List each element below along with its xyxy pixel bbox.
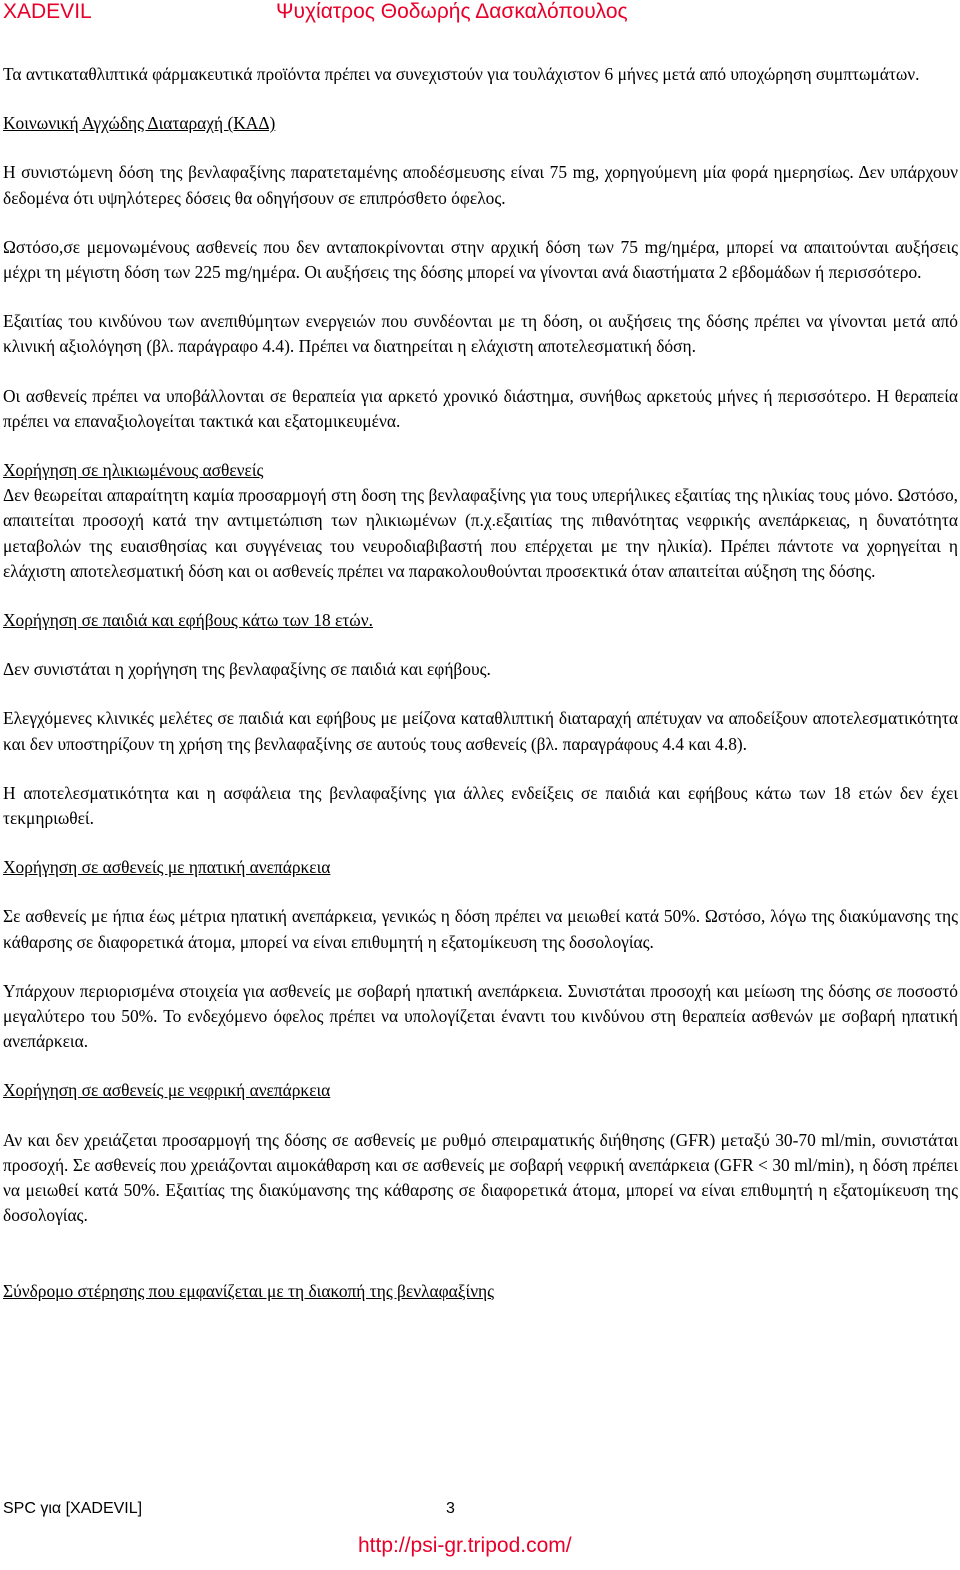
paragraph-children-not-recommended: Δεν συνιστάται η χορήγηση της βενλαφαξίνης σε παιδιά και εφήβους. (3, 659, 491, 680)
section-heading-withdrawal: Σύνδρομο στέρησης που εμφανίζεται με τη διακοπή της βενλαφαξίνης (3, 1280, 495, 1301)
paragraph-treatment-duration: Οι ασθενείς πρέπει να υποβάλλονται σε θεραπεία για αρκετό χρονικό διάστημα, συνήθως αρκετούς μήνες ή περισσότερο. Η θεραπεία πρέπει να επαναξιολογείται τακτικά και εξατομικευμένα. (3, 385, 958, 431)
section-heading-children: Χορήγηση σε παιδιά και εφήβους κάτω των 18 ετών. (3, 610, 373, 631)
paragraph-adverse-risk: Εξαιτίας του κινδύνου των ανεπιθύμητων ενεργειών που συνδέονται με τη δόση, οι αυξήσεις της δόσης πρέπει να γίνονται μετά από κλινική αξιολόγηση (βλ. παράγραφο 4.4). Πρέπει να διατηρείται η ελάχιστη αποτελεσματική δόση. (3, 311, 958, 357)
paragraph-hepatic-mild: Σε ασθενείς με ήπια έως μέτρια ηπατική ανεπάρκεια, γενικώς η δόση πρέπει να μειωθεί κατά 50%. Ωστόσο, λόγω της διακύμανσης της κάθαρσης σε διαφορετικά άτομα, μπορεί να είναι επιθυμητή η εξατομίκευση της δοσολογίας. (3, 906, 958, 952)
footer-url-link[interactable]: http://psi-gr.tripod.com/ (358, 1534, 572, 1557)
section-heading-elderly: Χορήγηση σε ηλικιωμένους ασθενείς (3, 460, 264, 481)
section-heading-social-anxiety: Κοινωνική Αγχώδης Διαταραχή (ΚΑΔ) (3, 113, 276, 134)
paragraph-children-studies: Ελεγχόμενες κλινικές μελέτες σε παιδιά και εφήβους με μείζονα καταθλιπτική διαταραχή απέτυχαν να αποδείξουν αποτελεσματικότητα και δεν υποστηρίζουν τη χρήση της βενλαφαξίνης σε αυτούς τους ασθενείς (βλ. παραγράφους 4.4 και 4.8). (3, 708, 958, 754)
footer-page-number: 3 (446, 1500, 455, 1517)
paragraph-elderly: Δεν θεωρείται απαραίτητη καμία προσαρμογή στη δοση της βενλαφαξίνης για τους υπερήλικες εξαιτίας της ηλικίας τους μόνο. Ωστόσο, απαιτείται προσοχή κατά την αντιμετώπιση των ηλικιωμένων (π.χ.εξαιτίας της πιθανότητας νεφρικής ανεπάρκειας, η δυνατότητα μεταβολών της ευαισθησίας και συγγένειας του νευροδιαβιβαστή που επέρχεται με την ηλικία). Πρέπει πάντοτε να χορηγείται η ελάχιστη αποτελεσματική δόση και οι ασθενείς πρέπει να παρακολουθούνται προσεκτικά όταν απαιτείται αύξηση της δόσης. (3, 485, 958, 581)
paragraph-dose-increase: Ωστόσο,σε μεμονωμένους ασθενείς που δεν ανταποκρίνονται στην αρχική δόση των 75 mg/ημέρα, μπορεί να απαιτούνται αυξήσεις μέχρι τη μέγιστη δόση των 225 mg/ημέρα. Οι αυξήσεις της δόσης μπορεί να γίνονται ανά διαστήματα 2 εβδομάδων ή περισσότερο. (3, 236, 958, 283)
paragraph-renal: Αν και δεν χρειάζεται προσαρμογή της δόσης σε ασθενείς με ρυθμό σπειραματικής διήθησης (GFR) μεταξύ 30-70 ml/min, συνιστάται προσοχή. Σε ασθενείς που χρειάζονται αιμοκάθαρση και σε ασθενείς με σοβαρή νεφρική ανεπάρκεια (GFR < 30 ml/min), η δόση πρέπει να μειωθεί κατά 50%. Εξαιτίας της διακύμανσης της κάθαρσης σε διαφορετικά άτομα, μπορεί να είναι επιθυμητή η εξατομίκευση της δοσολογίας. (3, 1129, 958, 1226)
section-heading-renal: Χορήγηση σε ασθενείς με νεφρική ανεπάρκεια (3, 1080, 331, 1101)
paragraph-children-other-indications: Η αποτελεσματικότητα και η ασφάλεια της βενλαφαξίνης για άλλες ενδείξεις σε παιδιά και εφήβους κάτω των 18 ετών δεν έχει τεκμηριωθεί. (3, 782, 958, 829)
footer-doc-label: SPC για [XADEVIL] (3, 1500, 143, 1517)
section-heading-hepatic: Χορήγηση σε ασθενείς με ηπατική ανεπάρκεια (3, 857, 331, 878)
paragraph-antidepressant-duration: Τα αντικαταθλιπτικά φάρμακευτικά προϊόντα πρέπει να συνεχιστούν για τουλάχιστον 6 μήνες μετά από υποχώρηση συμπτωμάτων. (3, 64, 920, 84)
paragraph-hepatic-severe: Υπάρχουν περιορισμένα στοιχεία για ασθενείς με σοβαρή ηπατική ανεπάρκεια. Συνιστάται προσοχή και μείωση της δόσης σε ποσοστό μεγαλύτερο του 50%. Το ενδεχόμενο όφελος πρέπει να υπολογίζεται έναντι του κινδύνου στη θεραπεία ασθενών με σοβαρή ηπατική ανεπάρκεια. (3, 980, 958, 1052)
header-brand: XADEVIL (3, 0, 92, 23)
header-author: Ψυχίατρος Θοδωρής Δασκαλόπουλος (276, 0, 628, 23)
paragraph-recommended-dose: Η συνιστώμενη δόση της βενλαφαξίνης παρατεταμένης αποδέσμευσης είναι 75 mg, χορηγούμενη μία φορά ημερησίως. Δεν υπάρχουν δεδομένα ότι υψηλότερες δόσεις θα οδηγήσουν σε επιπρόσθετο όφελος. (3, 162, 958, 208)
document-body (3, 62, 958, 1328)
page-header (0, 0, 960, 26)
